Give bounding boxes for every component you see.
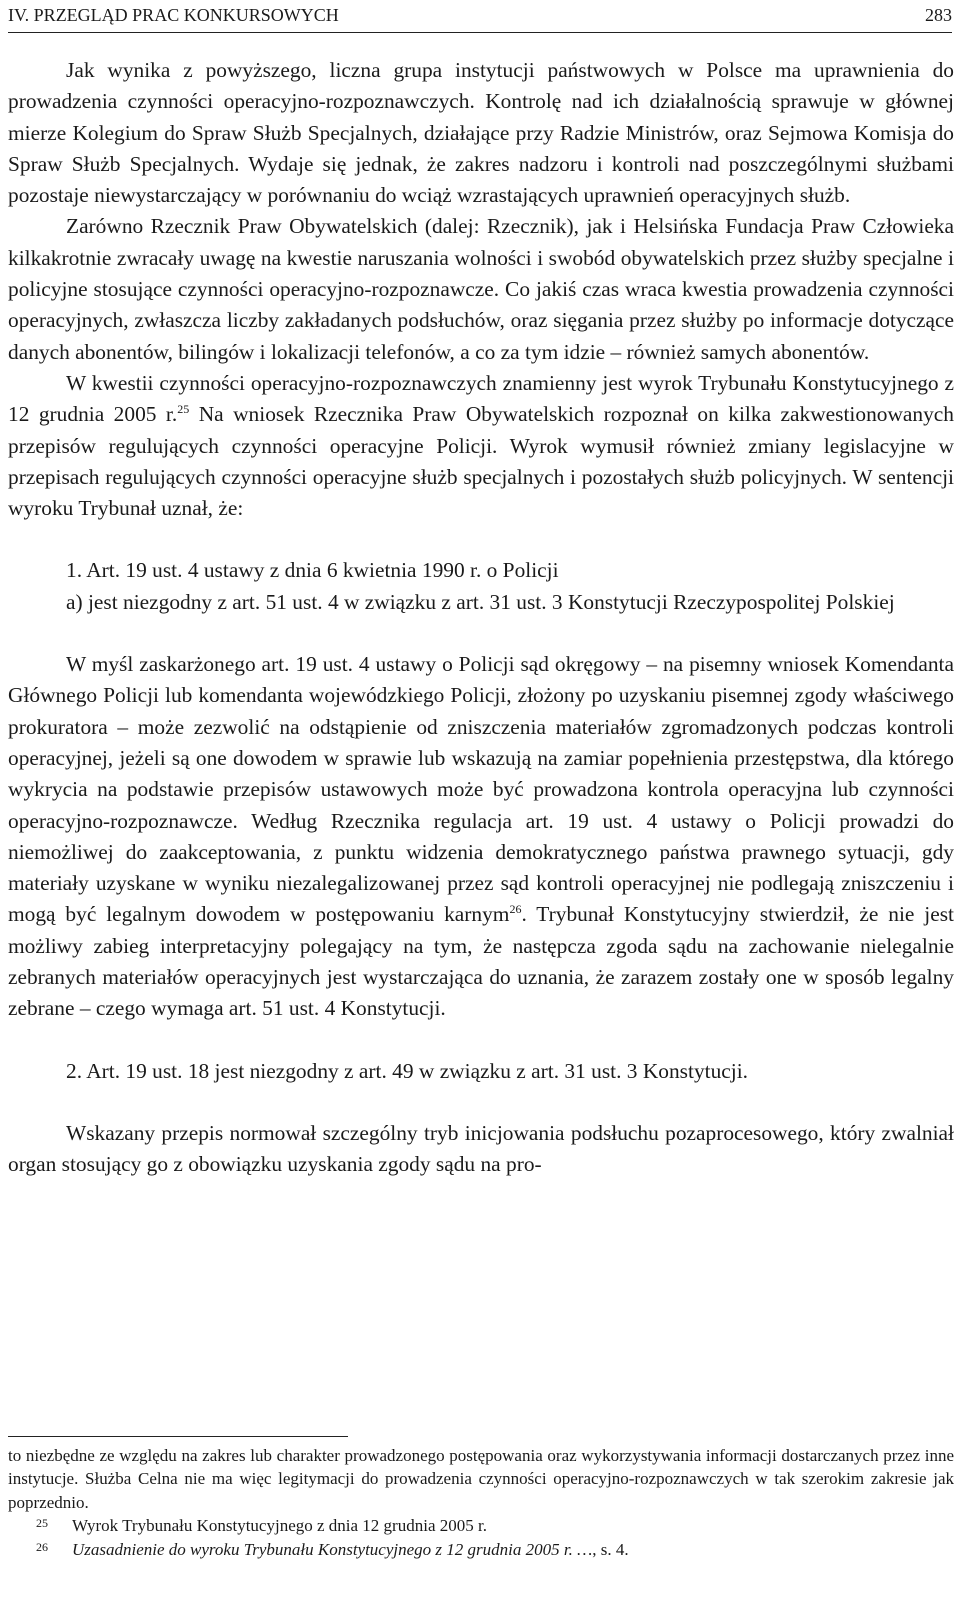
running-header (8, 2, 952, 33)
footnote-separator (8, 1436, 348, 1437)
footnote-number: 25 (36, 1516, 48, 1531)
footnote-25 (8, 1514, 954, 1537)
footnote-ref-25: 25 (177, 402, 190, 417)
paragraph-1: Jak wynika z powyższego, liczna grupa instytucji państwowych w Polsce ma uprawnienia do prowadzenia czynności operacyjno-rozpoznawczych. Kontrolę nad ich działalnością sprawuje w głównej mierze Kolegium do Spraw Służb Specjalnych, działające przy Radzie Ministrów, oraz Sejmowa Komisja do Spraw Służb Specjalnych. Wydaje się jednak, że zakres nadzoru i kontroli nad poszczególnymi służbami pozostaje niewystarczający w porównaniu do wciąż wzrastających uprawnień operacyjnych służb. (8, 58, 954, 208)
footnote-26 (8, 1538, 954, 1561)
spacer (8, 1087, 954, 1118)
ruling-point-1a: a) jest niezgodny z art. 51 ust. 4 w związku z art. 31 ust. 3 Konstytucji Rzeczypospolitej Polskiej (66, 589, 895, 614)
footnote-text: Uzasadnienie do wyroku Trybunału Konstytucyjnego z 12 grudnia 2005 r. … (72, 1539, 593, 1559)
paragraph-4 (8, 649, 954, 1025)
footnote-ref-26: 26 (509, 902, 522, 917)
footnote-continuation: to niezbędne ze względu na zakres lub charakter prowadzonego postępowania oraz wykorzystywania informacji dostarczanych przez inne instytucje. Służba Celna nie ma więc legitymacji do prowadzenia czynności operacyjno-rozpoznawczych w tak szerokim zakresie jak poprzednio. (8, 1446, 954, 1512)
spacer (8, 618, 954, 649)
paragraph-4-text-b: . Trybunał Konstytucyjny stwierdził, że nie jest możliwy zabieg interpretacyjny polegający na tym, że następcza zgoda sądu na zachowanie nielegalnie zebranych materiałów operacyjnych jest wystarczająca do uznania, że zarazem zostały one w sposób legalny zebrane – czego wymaga art. 51 ust. 4 Konstytucji. (8, 902, 954, 1021)
footnote-tail: , s. 4. (592, 1539, 629, 1559)
section-title: IV. PRZEGLĄD PRAC KONKURSOWYCH (8, 5, 339, 25)
footnotes (8, 1444, 954, 1561)
spacer (8, 524, 954, 555)
paragraph-2: Zarówno Rzecznik Praw Obywatelskich (dalej: Rzecznik), jak i Helsińska Fundacja Praw Człowieka kilkakrotnie zwracały uwagę na kwestie naruszania wolności i swobód obywatelskich przez służby specjalne i policyjne stosujące czynności operacyjno-rozpoznawcze. Co jakiś czas wraca kwestia prowadzenia czynności operacyjnych, zwłaszcza liczby zakładanych podsłuchów, oraz sięgania przez służby po informacje dotyczące danych abonentów, bilingów i lokalizacji telefonów, a co za tym idzie – również samych abonentów. (8, 214, 954, 364)
ruling-point-2: 2. Art. 19 ust. 18 jest niezgodny z art. 49 w związku z art. 31 ust. 3 Konstytucji. (66, 1058, 749, 1083)
paragraph-3-text-b: Na wniosek Rzecznika Praw Obywatelskich rozpoznał on kilka zakwestionowanych przepisów regulujących czynności operacyjne Policji. Wyrok wymusił również zmiany legislacyjne w przepisach regulujących czynności operacyjne służb specjalnych i pozostałych służb policyjnych. W sentencji wyroku Trybunał uznał, że: (8, 402, 954, 521)
footnote-number: 26 (36, 1539, 48, 1554)
paragraph-5: Wskazany przepis normował szczególny tryb inicjowania podsłuchu pozaprocesowego, który zwalniał organ stosujący go z obowiązku uzyskania zgody sądu na pro- (8, 1120, 954, 1177)
spacer (8, 1025, 954, 1056)
page-number: 283 (925, 5, 952, 25)
paragraph-4-text-a: W myśl zaskarżonego art. 19 ust. 4 ustawy o Policji sąd okręgowy – na pisemny wniosek Komendanta Głównego Policji lub komendanta wojewódzkiego Policji, złożony po uzyskaniu pisemnej zgody właściwego prokuratora – może zezwolić na odstąpienie od zniszczenia materiałów zgromadzonych podczas kontroli operacyjnej, jeżeli są one dowodem w sprawie lub wskazują na zamiar popełnienia przestępstwa, dla którego wykrycia na podstawie przepisów ustawowych może być prowadzona kontrola operacyjna lub czynności operacyjno-rozpoznawcze. Według Rzecznika regulacja art. 19 ust. 4 ustawy o Policji prowadzi do niemożliwej do zaakceptowania, z punktu widzenia demokratycznego państwa prawnego sytuacji, gdy materiały uzyskane w wyniku niezalegalizowanej przez sąd kontroli operacyjnej nie podlegają zniszczeniu i mogą być legalnym dowodem w postępowaniu karnym (8, 652, 954, 927)
ruling-point-1: 1. Art. 19 ust. 4 ustawy z dnia 6 kwietnia 1990 r. o Policji (66, 558, 559, 583)
main-text (8, 55, 954, 1181)
paragraph-3-text-a: W kwestii czynności operacyjno-rozpoznawczych znamienny jest wyrok Trybunału Konstytucyjnego z 12 grudnia 2005 r. (8, 370, 954, 427)
footnote-text: Wyrok Trybunału Konstytucyjnego z dnia 12 grudnia 2005 r. (72, 1516, 487, 1536)
paragraph-3 (8, 368, 954, 524)
